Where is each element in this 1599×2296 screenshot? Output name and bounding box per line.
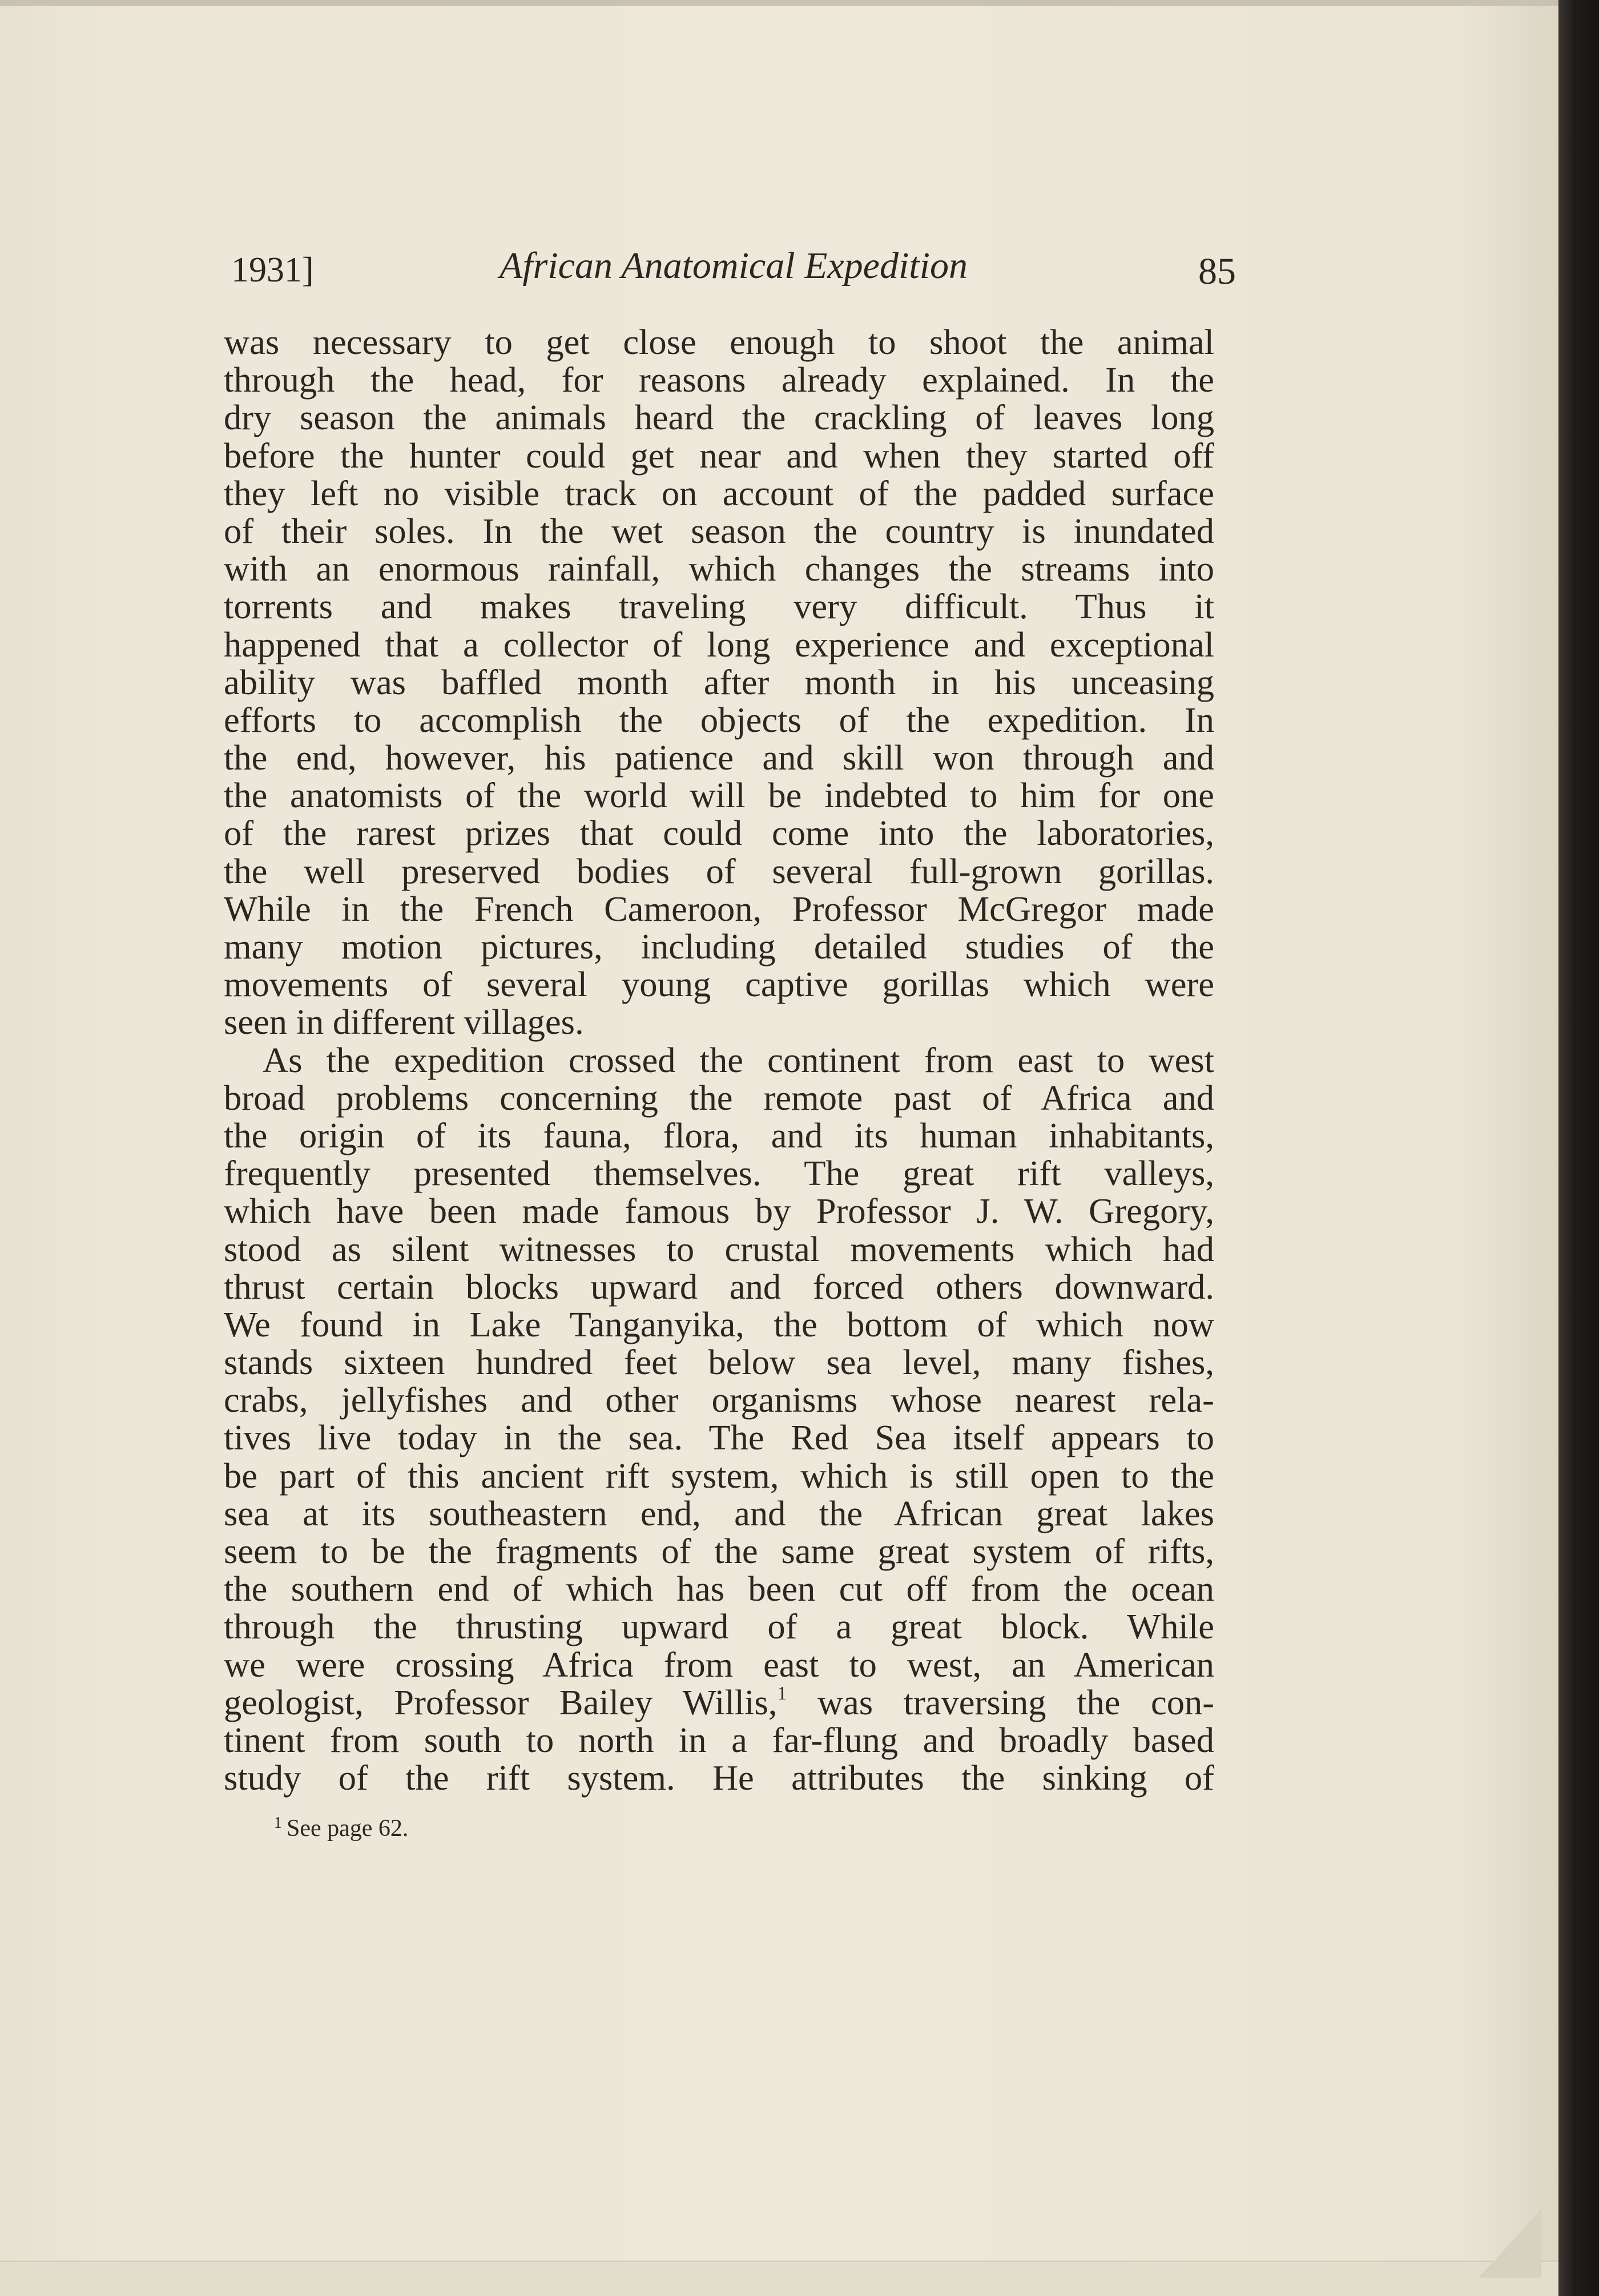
text-line: through the head, for reasons already explained. In the [224, 360, 1214, 400]
text-line: which have been made famous by Professor J. W. Gregory, [224, 1191, 1214, 1231]
text-line: torrents and makes traveling very difficult. Thus it [224, 586, 1214, 627]
text-line: stands sixteen hundred feet below sea level, many fishes, [224, 1342, 1214, 1383]
text-line: movements of several young captive gorillas which were [224, 964, 1214, 1005]
footnote-text: See page 62. [287, 1815, 409, 1842]
text-line: the end, however, his patience and skill won through and [224, 738, 1214, 778]
body-text [224, 323, 1214, 1796]
text-line: While in the French Cameroon, Professor McGregor made [224, 888, 1214, 929]
text-line: many motion pictures, including detailed studies of the [224, 927, 1214, 966]
text-line: broad problems concerning the remote past of Africa and [224, 1077, 1214, 1118]
text-line: be part of this ancient rift system, which is still open to the [224, 1455, 1214, 1496]
line-text-before-ref: geologist, Professor Bailey Willis, [224, 1682, 778, 1722]
running-head-title: African Anatomical Expedition [500, 245, 968, 287]
text-line: was necessary to get close enough to shoot the animal [224, 322, 1214, 362]
text-line: stood as silent witnesses to crustal movements which had [224, 1228, 1214, 1269]
page-bottom-edge [0, 2261, 1558, 2296]
text-line: tinent from south to north in a far-flung and broadly based [224, 1719, 1214, 1760]
text-line-with-footnote-ref [224, 1683, 1214, 1721]
footnote-marker: 1 [274, 1814, 282, 1832]
text-line: seem to be the fragments of the same great system of rifts, [224, 1531, 1214, 1571]
text-line: the southern end of which has been cut off from the ocean [224, 1569, 1214, 1609]
text-line: the origin of its fauna, flora, and its human inhabitants, [224, 1115, 1214, 1155]
paragraph-start-line: As the expedition crossed the continent from east to west [263, 1040, 1214, 1080]
text-line: thrust certain blocks upward and forced others downward. [224, 1266, 1214, 1307]
footnote-reference: 1 [777, 1682, 787, 1704]
book-page [0, 6, 1558, 2290]
text-line: of their soles. In the wet season the country is inundated [224, 510, 1214, 551]
text-line: the well preserved bodies of several full-grown gorillas. [224, 851, 1214, 891]
text-line: efforts to accomplish the objects of the expedition. In [224, 699, 1214, 740]
text-line: they left no visible track on account of the padded surface [224, 473, 1214, 513]
text-line: tives live today in the sea. The Red Sea itself appears to [224, 1417, 1214, 1458]
page-corner-fold [1479, 2209, 1541, 2278]
text-line: happened that a collector of long experience and exceptional [224, 624, 1214, 664]
text-line: the anatomists of the world will be indebted to him for one [224, 775, 1214, 816]
footnote [274, 1814, 408, 1842]
text-line: study of the rift system. He attributes the sinking of [224, 1758, 1214, 1798]
text-line: dry season the animals heard the crackling of leaves long [224, 397, 1214, 438]
running-head [231, 244, 1236, 296]
text-line: of the rarest prizes that could come into the laboratories, [224, 813, 1214, 853]
text-line: frequently presented themselves. The great rift valleys, [224, 1153, 1214, 1194]
running-head-year: 1931] [231, 251, 314, 289]
page-number: 85 [1198, 251, 1236, 292]
text-line: we were crossing Africa from east to west, an American [224, 1644, 1214, 1685]
text-line: before the hunter could get near and when they started off [224, 435, 1214, 476]
text-line: through the thrusting upward of a great block. While [224, 1606, 1214, 1647]
text-line: seen in different villages. [224, 1002, 584, 1042]
binding-shadow [1558, 0, 1599, 2296]
text-line: We found in Lake Tanganyika, the bottom of which now [224, 1304, 1214, 1344]
line-text-after-ref: was traversing the con- [787, 1682, 1215, 1722]
text-line: sea at its southeastern end, and the African great lakes [224, 1493, 1214, 1533]
text-line: with an enormous rainfall, which changes the streams into [224, 549, 1214, 589]
text-line: ability was baffled month after month in his unceasing [224, 662, 1214, 702]
text-line: crabs, jellyfishes and other organisms whose nearest rela- [224, 1380, 1214, 1420]
